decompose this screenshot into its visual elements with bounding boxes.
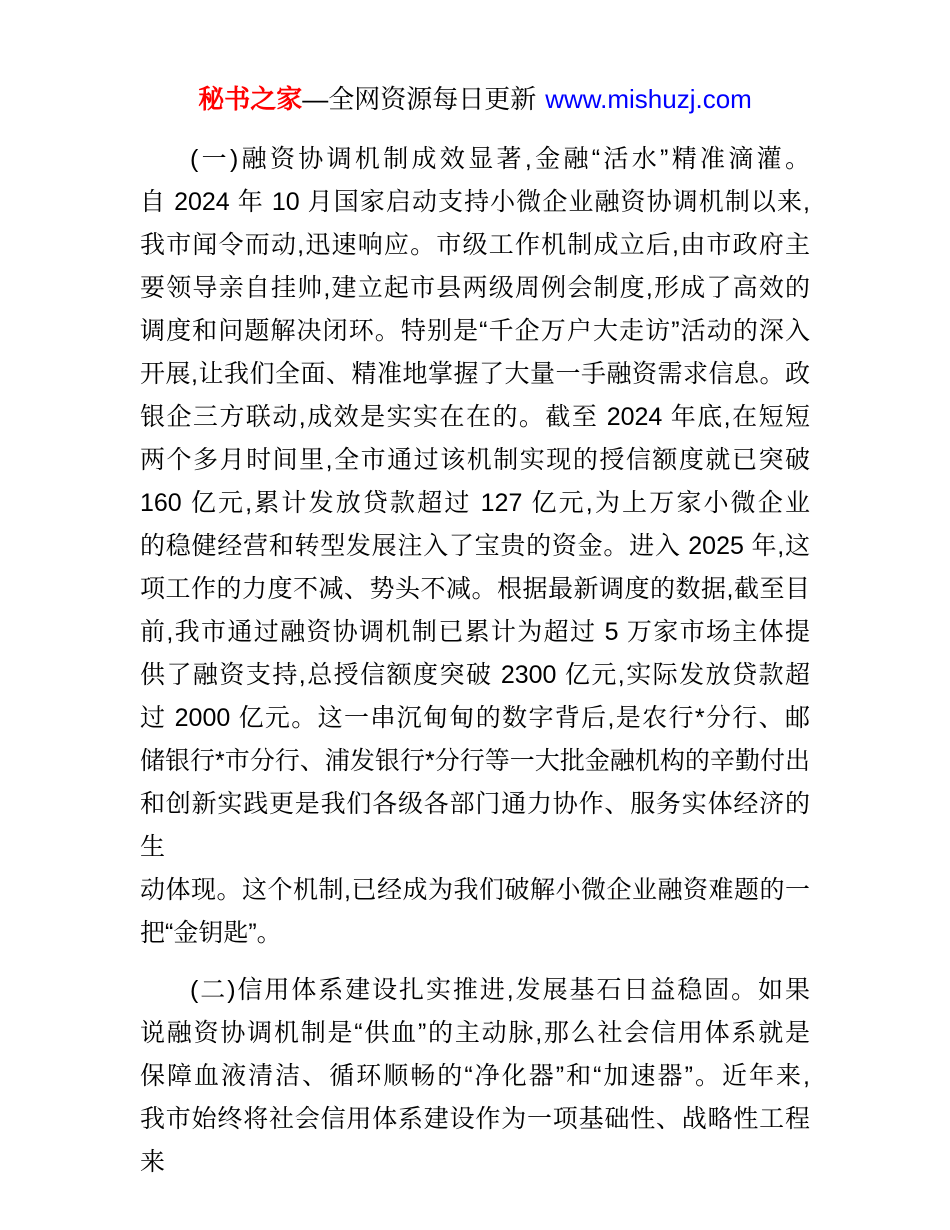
text-line: (二)信用体系建设扎实推进,发展基石日益稳固。如果 — [190, 976, 810, 1004]
paragraph-2 — [140, 969, 810, 1184]
paragraph-1 — [140, 138, 810, 955]
text-line: 动体现。这个机制,已经成为我们破解小微企业融资难题的一 — [140, 876, 810, 904]
text-line: 开展,让我们全面、精准地掌握了大量一手融资需求信息。政 — [140, 360, 810, 388]
site-header — [0, 0, 950, 114]
text-line: 的稳健经营和转型发展注入了宝贵的资金。进入 2025 年,这 — [140, 532, 810, 560]
text-line: 和创新实践更是我们各级各部门通力协作、服务实体经济的生 — [140, 790, 810, 861]
text-line: 把“金钥匙”。 — [140, 919, 282, 947]
text-line: 供了融资支持,总授信额度突破 2300 亿元,实际发放贷款超 — [140, 661, 810, 689]
text-line: 说融资协调机制是“供血”的主动脉,那么社会信用体系就是 — [140, 1019, 810, 1047]
text-line: 160 亿元,累计发放贷款超过 127 亿元,为上万家小微企业 — [140, 489, 810, 517]
text-line: 保障血液清洁、循环顺畅的“净化器”和“加速器”。近年来, — [140, 1062, 810, 1090]
text-line: 银企三方联动,成效是实实在在的。截至 2024 年底,在短短 — [140, 403, 810, 431]
text-line: 两个多月时间里,全市通过该机制实现的授信额度就已突破 — [140, 446, 810, 474]
text-line: 储银行*市分行、浦发银行*分行等一大批金融机构的辛勤付出 — [140, 747, 810, 775]
text-line: 我市始终将社会信用体系建设作为一项基础性、战略性工程来 — [140, 1105, 810, 1176]
document-body — [140, 138, 810, 1184]
text-line: 要领导亲自挂帅,建立起市县两级周例会制度,形成了高效的 — [140, 274, 810, 302]
text-line: 我市闻令而动,迅速响应。市级工作机制成立后,由市政府主 — [140, 231, 810, 259]
text-line: 自 2024 年 10 月国家启动支持小微企业融资协调机制以来, — [140, 188, 810, 216]
site-url-link[interactable]: www.mishuzj.com — [545, 84, 752, 114]
text-line: (一)融资协调机制成效显著,金融“活水”精准滴灌。 — [190, 145, 810, 173]
text-line: 调度和问题解决闭环。特别是“千企万户大走访”活动的深入 — [140, 317, 810, 345]
text-line: 过 2000 亿元。这一串沉甸甸的数字背后,是农行*分行、邮 — [140, 704, 810, 732]
site-brand: 秘书之家 — [198, 84, 303, 114]
text-line: 前,我市通过融资协调机制已累计为超过 5 万家市场主体提 — [140, 618, 810, 646]
text-line: 项工作的力度不减、势头不减。根据最新调度的数据,截至目 — [140, 575, 810, 603]
site-tagline: —全网资源每日更新 — [302, 84, 537, 114]
